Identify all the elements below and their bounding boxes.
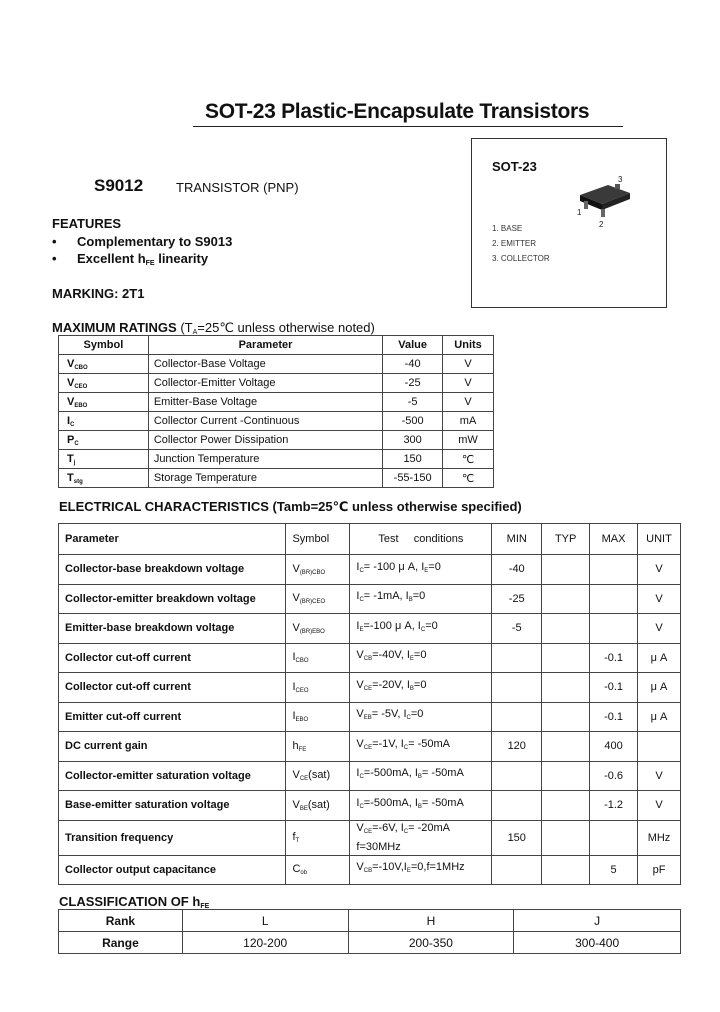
table-row [59,732,681,762]
table-row [59,374,494,393]
table-row [59,673,681,703]
condition-cell: $V_{EB}= -5V$, $I_C=0$ [350,702,492,732]
table-row [59,791,681,821]
parameter-cell: Collector Power Dissipation [148,431,382,450]
page-title: SOT-23 Plastic-Encapsulate Transistors [205,100,590,123]
table-row [59,702,681,732]
rank-cell: L [182,910,348,932]
table-row [59,820,681,855]
symbol-cell: $I_{EBO}$ [286,702,350,732]
min-cell [492,855,542,885]
unit-cell: V [443,374,494,393]
table-row [59,584,681,614]
value-cell: 300 [383,431,443,450]
min-cell [492,673,542,703]
condition-cell: $I_E=-100$ μ A, $I_C=0$ [350,614,492,644]
max-ratings-table [58,335,494,488]
pin-number-1: 1 [577,208,582,217]
symbol-cell: $V_{(BR)EBO}$ [286,614,350,644]
rank-cell: H [348,910,514,932]
max-cell: -0.1 [590,702,638,732]
pin-number-3: 3 [618,175,623,184]
typ-cell [542,791,590,821]
min-cell [492,702,542,732]
rank-row [59,910,681,932]
unit-cell: ℃ [443,469,494,488]
value-cell: -40 [383,355,443,374]
symbol-cell: $h_{FE}$ [286,732,350,762]
parameter-cell: Collector-emitter breakdown voltage [59,584,286,614]
min-cell: 150 [492,820,542,855]
max-cell: 5 [590,855,638,885]
symbol-cell: $I_{CBO}$ [286,643,350,673]
unit-cell: pF [638,855,681,885]
bullet: • [52,251,57,266]
bullet: • [52,234,57,249]
max-cell [590,614,638,644]
value-cell: -55-150 [383,469,443,488]
max-cell: -1.2 [590,791,638,821]
table-row [59,555,681,585]
electrical-table [58,523,681,885]
symbol-cell: $V_{BE}(sat)$ [286,791,350,821]
value-cell: -500 [383,412,443,431]
table-row [59,614,681,644]
symbol-cell: $V_{(BR)CEO}$ [286,584,350,614]
parameter-cell: DC current gain [59,732,286,762]
typ-cell [542,673,590,703]
symbol-cell: $V_{CBO}$ [59,355,149,374]
typ-cell [542,702,590,732]
max-cell: -0.1 [590,643,638,673]
parameter-cell: Collector cut-off current [59,643,286,673]
min-cell: -25 [492,584,542,614]
condition-cell: $I_C=-500mA$, $I_B= -50mA$ [350,791,492,821]
table-row [59,855,681,885]
part-type: TRANSISTOR (PNP) [176,180,299,195]
symbol-cell: $T_{stg}$ [59,469,149,488]
min-cell: -5 [492,614,542,644]
range-row [59,932,681,954]
unit-cell: V [443,355,494,374]
typ-cell [542,584,590,614]
typ-cell [542,761,590,791]
symbol-cell: $V_{CE}(sat)$ [286,761,350,791]
typ-cell [542,555,590,585]
typ-cell [542,820,590,855]
title-underline [193,126,623,127]
classification-heading: CLASSIFICATION OF $h_{FE}$ [59,894,210,910]
pin-collector: 3. COLLECTOR [492,254,550,263]
table-row [59,355,494,374]
table-row [59,450,494,469]
pin-emitter: 2. EMITTER [492,239,537,248]
classification-table [58,909,681,954]
part-number: S9012 [94,176,144,195]
header-cell: TYP [542,524,590,555]
condition-cell: $V_{CB}=-40V$, $I_E=0$ [350,643,492,673]
symbol-cell: $V_{EBO}$ [59,393,149,412]
unit-cell: V [638,761,681,791]
value-cell: -5 [383,393,443,412]
unit-cell [638,732,681,762]
rank-label: Rank [59,910,183,932]
max-cell: -0.1 [590,673,638,703]
condition-cell: $I_C= -1mA$, $I_B=0$ [350,584,492,614]
parameter-cell: Collector-Base Voltage [148,355,382,374]
symbol-cell: $I_C$ [59,412,149,431]
header-cell: Test conditions [350,524,492,555]
parameter-cell: Collector cut-off current [59,673,286,703]
table-row [59,412,494,431]
unit-cell: μ A [638,643,681,673]
parameter-cell: Emitter cut-off current [59,702,286,732]
symbol-cell: $V_{CEO}$ [59,374,149,393]
parameter-cell: Emitter-Base Voltage [148,393,382,412]
unit-cell: V [638,584,681,614]
unit-cell: V [443,393,494,412]
range-cell: 300-400 [514,932,681,954]
parameter-cell: Collector-Emitter Voltage [148,374,382,393]
package-box [471,138,667,308]
header-cell: MIN [492,524,542,555]
symbol-cell: $f_T$ [286,820,350,855]
condition-cell: $V_{CE}=-1V$, $I_C= -50mA$ [350,732,492,762]
package-title: SOT-23 [492,159,537,174]
min-cell [492,761,542,791]
condition-cell: $V_{CE}=-6V$, $I_C= -20mA$ f=30MHz [350,820,492,855]
unit-cell: mA [443,412,494,431]
unit-cell: V [638,614,681,644]
header-cell: Units [443,336,494,355]
table-row [59,393,494,412]
parameter-cell: Transition frequency [59,820,286,855]
unit-cell: μ A [638,673,681,703]
header-cell: Value [383,336,443,355]
table-row [59,643,681,673]
max-cell: 400 [590,732,638,762]
condition-cell: $V_{CB}=-10V,I_E=0,f=1MHz$ [350,855,492,885]
table-row [59,469,494,488]
unit-cell: MHz [638,820,681,855]
unit-cell: V [638,555,681,585]
min-cell [492,791,542,821]
header-cell: MAX [590,524,638,555]
symbol-cell: $C_{ob}$ [286,855,350,885]
parameter-cell: Base-emitter saturation voltage [59,791,286,821]
parameter-cell: Junction Temperature [148,450,382,469]
header-cell: UNIT [638,524,681,555]
max-cell: -0.6 [590,761,638,791]
max-cell [590,820,638,855]
symbol-cell: $I_{CEO}$ [286,673,350,703]
table-row [59,431,494,450]
header-cell: Symbol [59,336,149,355]
table-row [59,761,681,791]
typ-cell [542,643,590,673]
marking: MARKING: 2T1 [52,286,145,301]
pin-number-2: 2 [599,220,604,229]
unit-cell: mW [443,431,494,450]
sot23-package-icon [568,173,648,233]
range-cell: 200-350 [348,932,514,954]
min-cell [492,643,542,673]
typ-cell [542,855,590,885]
condition-cell: $V_{CE}=-20V$, $I_B=0$ [350,673,492,703]
unit-cell: V [638,791,681,821]
parameter-cell: Collector-base breakdown voltage [59,555,286,585]
symbol-cell: $V_{(BR)CBO}$ [286,555,350,585]
electrical-heading: ELECTRICAL CHARACTERISTICS (Tamb=25℃ unless otherwise specified) [59,499,522,514]
max-ratings-heading: MAXIMUM RATINGS ($T_A=25℃$ unless otherwise noted) [52,320,375,336]
header-cell: Parameter [59,524,286,555]
table-header-row [59,524,681,555]
features-heading: FEATURES [52,216,122,231]
parameter-cell: Storage Temperature [148,469,382,488]
feature-item: • Excellent $h_{FE}$ linearity [52,251,209,267]
header-cell: Symbol [286,524,350,555]
pin-list [492,221,550,266]
max-cell [590,584,638,614]
pin-base: 1. BASE [492,224,523,233]
parameter-cell: Collector-emitter saturation voltage [59,761,286,791]
min-cell: 120 [492,732,542,762]
condition-cell: $I_C=-500mA$, $I_B= -50mA$ [350,761,492,791]
parameter-cell: Emitter-base breakdown voltage [59,614,286,644]
max-cell [590,555,638,585]
symbol-cell: $P_C$ [59,431,149,450]
condition-cell: $I_C= -100$ μ A, $I_E=0$ [350,555,492,585]
typ-cell [542,732,590,762]
typ-cell [542,614,590,644]
unit-cell: ℃ [443,450,494,469]
parameter-cell: Collector Current -Continuous [148,412,382,431]
unit-cell: μ A [638,702,681,732]
min-cell: -40 [492,555,542,585]
rank-cell: J [514,910,681,932]
symbol-cell: $T_j$ [59,450,149,469]
header-cell: Parameter [148,336,382,355]
range-cell: 120-200 [182,932,348,954]
value-cell: 150 [383,450,443,469]
range-label: Range [59,932,183,954]
value-cell: -25 [383,374,443,393]
feature-item: • Complementary to S9013 [52,234,233,249]
table-header-row [59,336,494,355]
parameter-cell: Collector output capacitance [59,855,286,885]
